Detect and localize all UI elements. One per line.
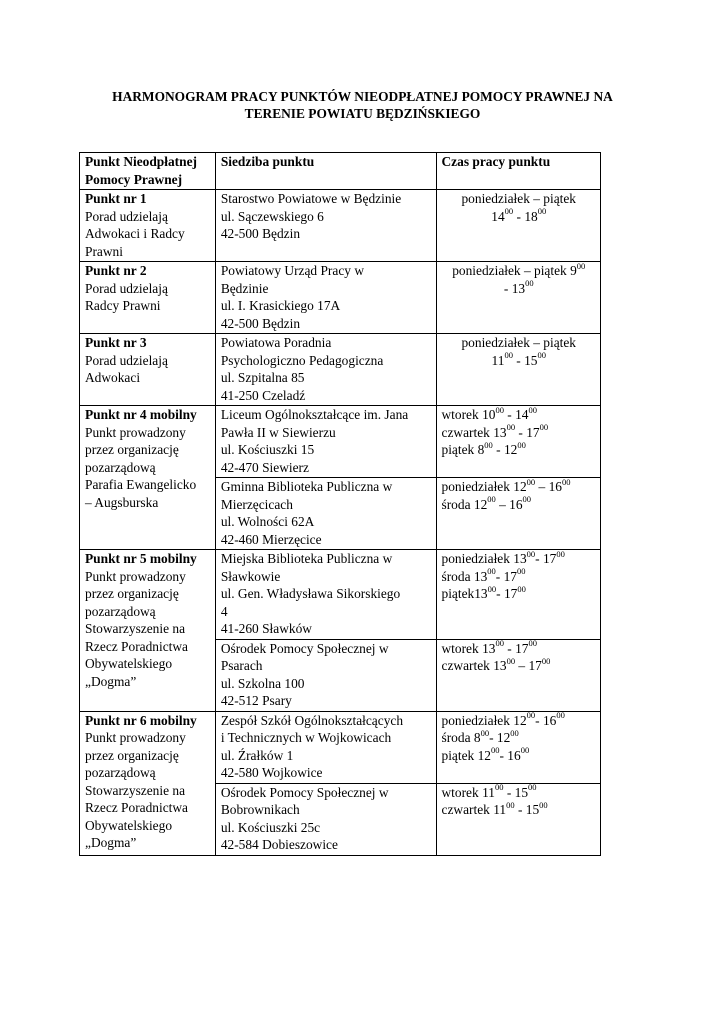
hours-line: środa $8^{00}-$ $12^{00}$ [441, 727, 519, 745]
header-hours: Czas pracy punktu [436, 153, 600, 190]
point-1-name: Punkt nr 1 [85, 191, 147, 206]
hours-line: czwartek $13^{00} - 17^{00}$ [441, 422, 549, 440]
address-line: 42-512 Psary [220, 693, 292, 708]
point-4-address-1 [215, 406, 436, 478]
point-2-name: Punkt nr 2 [85, 263, 147, 278]
hours-line: $piątek13^{00}-$ $17^{00}$ [441, 583, 526, 601]
hours-line: piątek $8^{00} - 12^{00}$ [441, 439, 526, 457]
hours-line: poniedziałek $12^{00} - 16^{00}$ [441, 476, 571, 494]
point-desc-line: przez organizację [85, 747, 179, 763]
point-desc-line: Obywatelskiego [85, 817, 173, 833]
hours-days: poniedziałek – piątek $9^{00}$ [452, 260, 586, 278]
address-line: Mierzęcicach [220, 496, 293, 512]
table-row [80, 711, 601, 783]
address-line: Ośrodek Pomocy Społecznej w [220, 784, 389, 800]
point-desc-line: – Augsburska [85, 494, 159, 510]
address-line: Miejska Biblioteka Publiczna w [220, 551, 393, 566]
point-desc-line: Rzecz Poradnictwa [85, 800, 188, 815]
hours-line: środa $12^{00} - 16^{00}$ [441, 494, 532, 512]
point-desc-line: Parafia Ewangelicko [85, 477, 197, 492]
address-line: Sławkowie [220, 568, 281, 584]
header-point-line-2: Pomocy Prawnej [85, 171, 183, 187]
address-line: Powiatowa Poradnia [220, 335, 332, 350]
point-desc-line: Punkt prowadzony [85, 568, 186, 584]
point-5-cell [80, 550, 216, 712]
hours-line: wtorek $13^{00} - 17^{00}$ [441, 638, 537, 656]
hours-line: środa $13^{00}-$ $17^{00}$ [441, 566, 526, 584]
hours-line: czwartek $13^{00} - 17^{00}$ [441, 655, 551, 673]
hours-range: $14^{00} - 18^{00}$ [491, 206, 547, 224]
point-desc-line: Obywatelskiego [85, 656, 173, 671]
address-line: Pawła II w Siewierzu [220, 424, 336, 440]
table-row [80, 190, 601, 262]
point-4-cell [80, 406, 216, 550]
hours-line: czwartek $11^{00} - 15^{00}$ [441, 799, 548, 817]
address-line: Bobrownikach [220, 802, 300, 817]
hours-line: wtorek $10^{00} - 14^{00}$ [441, 404, 537, 422]
point-desc-line: pozarządową [85, 459, 156, 475]
point-5-hours-2 [436, 639, 600, 711]
point-3-cell [80, 334, 216, 406]
address-line: ul. Gen. Władysława Sikorskiego [220, 586, 401, 601]
point-desc-line: Porad udzielają [85, 208, 168, 224]
address-line: Powiatowy Urząd Pracy w [220, 263, 364, 278]
title-line-2: TERENIE POWIATU BĘDZIŃSKIEGO [244, 106, 481, 121]
hours-line: poniedziałek $13^{00}-$ $17^{00}$ [441, 548, 565, 566]
point-desc-line: Adwokaci [85, 370, 141, 385]
point-desc-line: Rzecz Poradnictwa [85, 638, 188, 654]
header-point [80, 153, 216, 190]
point-desc-line: Punkt prowadzony [85, 730, 186, 745]
address-line: Zespół Szkół Ogólnokształcących [220, 712, 404, 728]
point-1-hours [436, 190, 600, 262]
address-line: Gminna Biblioteka Publiczna w [220, 479, 393, 494]
address-line: Będzinie [220, 280, 269, 296]
point-6-hours-1 [436, 711, 600, 783]
point-desc-line: przez organizację [85, 442, 179, 457]
point-2-hours [436, 262, 600, 334]
address-line: ul. Źrałków 1 [220, 747, 294, 763]
address-line: Liceum Ogólnokształcące im. Jana [220, 407, 409, 422]
point-1-address [215, 190, 436, 262]
point-4-hours-2 [436, 478, 600, 550]
hours-line: wtorek $11^{00} - 15^{00}$ [441, 782, 537, 800]
point-2-cell [80, 262, 216, 334]
point-3-name: Punkt nr 3 [85, 335, 147, 350]
point-4-name: Punkt nr 4 mobilny [85, 407, 197, 422]
point-desc-line: pozarządową [85, 603, 156, 619]
point-3-address [215, 334, 436, 406]
point-desc-line: Adwokaci i Radcy [85, 226, 185, 241]
title-line-1: HARMONOGRAM PRACY PUNKTÓW NIEODPŁATNEJ POMOCY PRAWNEJ NA [112, 89, 613, 104]
point-3-hours [436, 334, 600, 406]
point-desc-line: Radcy Prawni [85, 298, 161, 313]
header-location: Siedziba punktu [215, 153, 436, 190]
hours-days: poniedziałek – piątek [461, 335, 577, 350]
point-1-cell [80, 190, 216, 262]
point-4-hours-1 [436, 406, 600, 478]
point-desc-line: Stowarzyszenie na [85, 621, 186, 636]
point-6-cell [80, 711, 216, 855]
address-line: ul. Szpitalna 85 [220, 370, 305, 385]
address-line: Psychologiczno Pedagogiczna [220, 352, 384, 368]
address-line: ul. Kościuszki 15 [220, 442, 315, 457]
point-desc-line: Prawni [85, 243, 123, 259]
address-line: ul. Wolności 62A [220, 514, 315, 529]
table-row [80, 406, 601, 478]
hours-days: poniedziałek – piątek [461, 191, 577, 206]
address-line: 41-260 Sławków [220, 621, 312, 636]
point-5-address-2 [215, 639, 436, 711]
table-header-row [80, 153, 601, 190]
point-desc-line: Punkt prowadzony [85, 424, 186, 440]
point-2-address [215, 262, 436, 334]
point-desc-line: „Dogma” [85, 673, 137, 689]
hours-range: - $13^{00}$ [503, 278, 534, 296]
point-4-address-2 [215, 478, 436, 550]
point-6-name: Punkt nr 6 mobilny [85, 712, 197, 728]
address-line: 42-500 Będzin [220, 315, 301, 331]
address-line: Psarach [220, 658, 263, 673]
point-desc-line: pozarządową [85, 765, 156, 780]
point-6-hours-2 [436, 783, 600, 855]
hours-line: piątek $12^{00}-$ $16^{00}$ [441, 745, 530, 763]
address-line: ul. Szkolna 100 [220, 675, 305, 691]
point-5-name: Punkt nr 5 mobilny [85, 551, 197, 566]
point-desc-line: Porad udzielają [85, 352, 168, 368]
address-line: 4 [220, 603, 228, 619]
address-line: ul. Sączewskiego 6 [220, 208, 324, 224]
address-line: 41-250 Czeladź [220, 387, 306, 403]
address-line: ul. I. Krasickiego 17A [220, 298, 341, 313]
hours-line: poniedziałek $12^{00}-$ $16^{00}$ [441, 710, 565, 728]
point-desc-line: Stowarzyszenie na [85, 782, 186, 798]
address-line: Ośrodek Pomocy Społecznej w [220, 640, 389, 656]
table-row [80, 334, 601, 406]
schedule-table [79, 152, 601, 856]
hours-range: $11^{00} - 15^{00}$ [491, 350, 546, 368]
address-line: 42-500 Będzin [220, 226, 301, 241]
header-point-line-1: Punkt Nieodpłatnej [85, 154, 197, 169]
address-line: Starostwo Powiatowe w Będzinie [220, 191, 402, 206]
address-line: 42-460 Mierzęcice [220, 531, 322, 547]
address-line: 42-470 Siewierz [220, 459, 309, 475]
point-5-hours-1 [436, 550, 600, 640]
address-line: ul. Kościuszki 25c [220, 819, 321, 835]
point-5-address-1 [215, 550, 436, 640]
point-6-address-1 [215, 711, 436, 783]
point-6-address-2 [215, 783, 436, 855]
address-line: 42-584 Dobieszowice [220, 837, 338, 852]
point-desc-line: Porad udzielają [85, 280, 168, 296]
address-line: 42-580 Wojkowice [220, 765, 323, 780]
point-desc-line: przez organizację [85, 586, 179, 601]
table-row [80, 262, 601, 334]
point-desc-line: „Dogma” [85, 835, 137, 850]
table-row [80, 550, 601, 640]
address-line: i Technicznych w Wojkowicach [220, 730, 392, 745]
page-title [60, 88, 665, 122]
